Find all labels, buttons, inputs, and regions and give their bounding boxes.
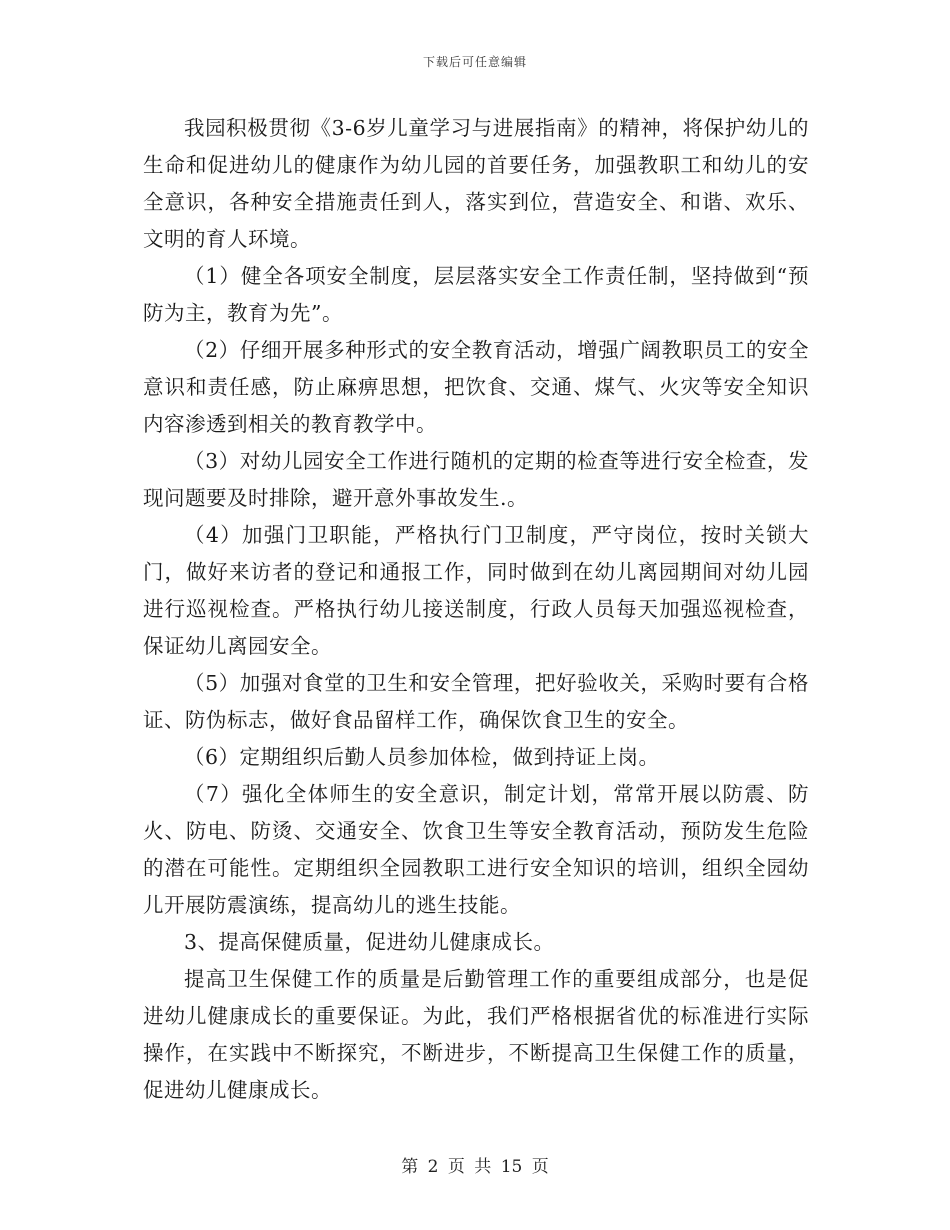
- section-heading-3: 3、提高保健质量，促进幼儿健康成长。: [184, 930, 555, 954]
- paragraph-item-2: （2）仔细开展多种形式的安全教育活动，增强广阔教职员工的安全意识和责任感，防止麻痹思想，把饮食、交通、煤气、火灾等安全知识内容渗透到相关的教育教学中。: [143, 338, 809, 436]
- page-number-footer: 第 2 页 共 15 页: [401, 1157, 549, 1177]
- paragraph-intro: 我园积极贯彻《3-6岁儿童学习与进展指南》的精神，将保护幼儿的生命和促进幼儿的健康作为幼儿园的首要任务，加强教职工和幼儿的安全意识，各种安全措施责任到人，落实到位，营造安全、和谐、欢乐、文明的育人环境。: [143, 116, 809, 251]
- page-header-note: 下载后可任意编辑: [422, 55, 527, 69]
- document-body: [143, 110, 809, 1109]
- paragraph-item-4: （4）加强门卫职能，严格执行门卫制度，严守岗位，按时关锁大门，做好来访者的登记和通报工作，同时做到在幼儿离园期间对幼儿园进行巡视检查。严格执行幼儿接送制度，行政人员每天加强巡视检查，保证幼儿离园安全。: [143, 523, 809, 658]
- paragraph-item-3: （3）对幼儿园安全工作进行随机的定期的检查等进行安全检查，发现问题要及时排除，避开意外事故发生.。: [143, 449, 809, 510]
- paragraph-item-5: （5）加强对食堂的卫生和安全管理，把好验收关，采购时要有合格证、防伪标志，做好食品留样工作，确保饮食卫生的安全。: [143, 671, 809, 732]
- paragraph-item-1: （1）健全各项安全制度，层层落实安全工作责任制，坚持做到“预防为主，教育为先”。: [143, 264, 809, 325]
- paragraph-item-6: （6）定期组织后勤人员参加体检，做到持证上岗。: [184, 745, 660, 769]
- paragraph-health-care: 提高卫生保健工作的质量是后勤管理工作的重要组成部分，也是促进幼儿健康成长的重要保证。为此，我们严格根据省优的标准进行实际操作，在实践中不断探究，不断进步，不断提高卫生保健工作的质量，促进幼儿健康成长。: [143, 967, 809, 1102]
- paragraph-item-7: （7）强化全体师生的安全意识，制定计划，常常开展以防震、防火、防电、防烫、交通安全、饮食卫生等安全教育活动，预防发生危险的潜在可能性。定期组织全园教职工进行安全知识的培训，组织全园幼儿开展防震演练，提高幼儿的逃生技能。: [143, 782, 809, 917]
